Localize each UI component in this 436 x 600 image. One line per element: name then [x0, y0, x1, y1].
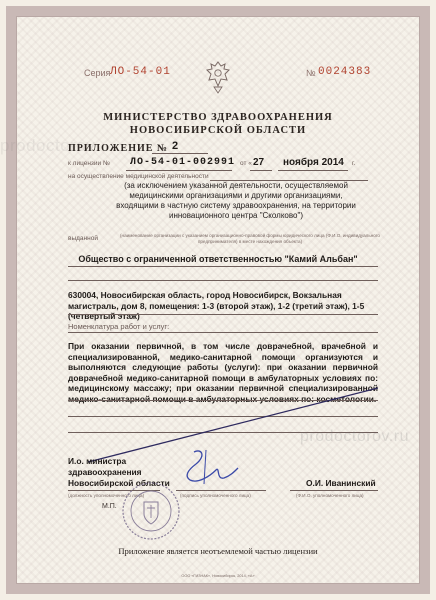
- series-label: Серия: [84, 68, 111, 78]
- name-underline: [290, 490, 378, 491]
- signature-hint: (подпись уполномоченного лица): [180, 493, 251, 498]
- signature-underline: [176, 490, 266, 491]
- series-value: ЛО-54-01: [110, 66, 171, 78]
- organization-underline: [68, 266, 378, 267]
- handwritten-signature-icon: [176, 446, 242, 488]
- watermark-bottom: prodoctorov.ru: [300, 428, 409, 445]
- license-number-underline: [126, 170, 232, 171]
- date-month-year: ноября 2014: [283, 157, 344, 168]
- signatory-name: О.И. Иванинский: [306, 478, 376, 488]
- date-month-underline: [278, 170, 348, 171]
- activity-exclusion-text: (за исключением указанной деятельности, осуществляемой медицинскими организациями и другими организациями, входящими в частную систему здравоохранения, на территории инновационного центра "Сколково"): [116, 181, 356, 220]
- watermark-top: prodoctorov: [0, 136, 96, 155]
- official-seal-icon: [120, 480, 182, 542]
- date-from-label: от «: [240, 160, 252, 167]
- date-year-suffix: г.: [352, 160, 356, 167]
- license-label: к лицензии №: [68, 160, 110, 167]
- mp-stamp-label: М.П.: [102, 503, 117, 510]
- blank-line-1: [68, 280, 378, 281]
- date-day-underline: [250, 170, 272, 171]
- signatory-position-line1: И.о. министра: [68, 456, 127, 466]
- address-underline: [68, 314, 378, 315]
- date-day: 27: [253, 157, 265, 168]
- activity-label: на осуществление медицинской деятельности: [68, 173, 209, 180]
- ministry-title-line2: НОВОСИБИРСКОЙ ОБЛАСТИ: [129, 125, 307, 136]
- license-number: ЛО-54-01-002991: [130, 157, 236, 168]
- nomenclature-text: При оказании первичной, в том числе доврачебной, врачебной и специализированной, медико-санитарной помощи организуются и выполняются следующие работы (услуги): при оказании первичной доврачебной медико-санитарной помощи в амбулаторных условиях по: медицинскому массажу; при оказании первичной специализированной медико-санитарной помощи в амбулаторных условиях по: косметологии.: [68, 341, 378, 404]
- signatory-position-line2: здравоохранения: [68, 467, 142, 477]
- ministry-title-line1: МИНИСТЕРСТВО ЗДРАВООХРАНЕНИЯ: [103, 112, 333, 123]
- number-label: №: [306, 68, 316, 78]
- appendix-label: ПРИЛОЖЕНИЕ №: [68, 143, 168, 154]
- issued-label: выданной: [68, 235, 98, 242]
- signatory-position-line3: Новосибирской области: [68, 478, 170, 488]
- organization-name: Общество с ограниченной ответственностью "Камий Альбан": [78, 254, 358, 264]
- number-value: 0024383: [318, 66, 372, 78]
- printer-imprint: ООО «ГИЗНАК», Новосибирск, 2014, «А»: [181, 574, 255, 578]
- name-hint: (Ф.И.О. уполномоченного лица): [296, 493, 364, 498]
- position-hint: (должность уполномоченного лица): [68, 493, 145, 498]
- nomenclature-label-underline: [68, 332, 378, 333]
- coat-of-arms-icon: [205, 60, 231, 94]
- appendix-number: 2: [172, 140, 179, 152]
- issued-hint: (наименование организации с указанием организационно-правовой формы юридического лица (Ф.И.О. индивидуального предпринимателя) в месте нахождения объекта): [120, 233, 380, 244]
- nomenclature-label: Номенклатура работ и услуг:: [68, 322, 170, 331]
- appendix-number-underline: [152, 153, 208, 154]
- address-text: 630004, Новосибирская область, город Новосибирск, Вокзальная магистраль, дом 8, помещения: 1-3 (второй этаж), 1-2 (третий этаж), 1-5 (четвертый этаж): [68, 290, 365, 321]
- footer-note: Приложение является неотъемлемой частью лицензии: [118, 546, 318, 556]
